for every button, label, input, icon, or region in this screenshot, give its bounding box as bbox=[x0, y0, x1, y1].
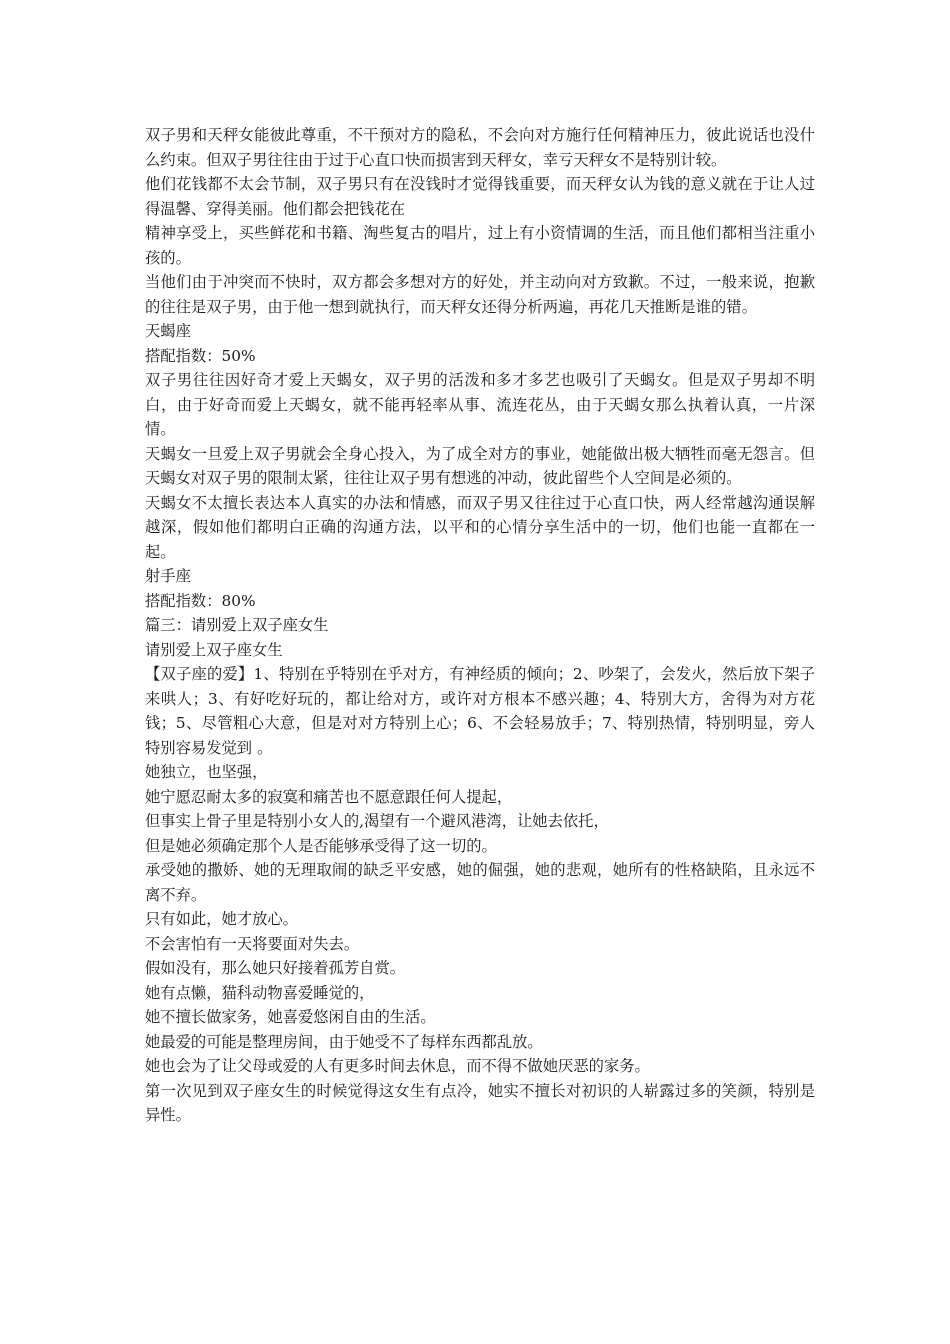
paragraph: 承受她的撒娇、她的无理取闹的缺乏平安感，她的倔强，她的悲观，她所有的性格缺陷，且永远不离不弃。 bbox=[145, 861, 815, 904]
paragraph: 他们花钱都不太会节制，双子男只有在没钱时才觉得钱重要，而天秤女认为钱的意义就在于让人过得温馨、穿得美丽。他们都会把钱花在 bbox=[145, 175, 815, 218]
paragraph: 她宁愿忍耐太多的寂寞和痛苦也不愿意跟任何人提起， bbox=[145, 787, 513, 806]
paragraph: 天蝎女一旦爱上双子男就会全身心投入，为了成全对方的事业，她能做出极大牺牲而毫无怨言。但天蝎女对双子男的限制太紧，往往让双子男有想逃的冲动，彼此留些个人空间是必须的。 bbox=[145, 444, 815, 487]
paragraph: 但是她必须确定那个人是否能够承受得了这一切的。 bbox=[145, 836, 497, 855]
paragraph: 她独立，也坚强， bbox=[145, 763, 268, 781]
paragraph: 她也会为了让父母或爱的人有更多时间去休息，而不得不做她厌恶的家务。 bbox=[145, 1057, 650, 1075]
match-index: 搭配指数：80% bbox=[145, 591, 256, 610]
paragraph: 第一次见到双子座女生的时候觉得这女生有点冷，她实不擅长对初识的人崭露过多的笑颜，特别是异性。 bbox=[145, 1081, 815, 1124]
chapter-heading: 篇三：请别爱上双子座女生 bbox=[145, 616, 329, 634]
section-heading-sagittarius: 射手座 bbox=[145, 567, 191, 585]
paragraph: 精神享受上，买些鲜花和书籍、淘些复古的唱片，过上有小资情调的生活，而且他们都相当注重小孩的。 bbox=[145, 224, 815, 267]
paragraph: 假如没有，那么她只好接着孤芳自赏。 bbox=[145, 959, 406, 977]
paragraph: 天蝎女不太擅长表达本人真实的办法和情感，而双子男又往往过于心直口快，两人经常越沟通误解越深，假如他们都明白正确的沟通方法，以平和的心情分享生活中的一切，他们也能一直都在一起。 bbox=[145, 493, 815, 561]
paragraph: 她不擅长做家务，她喜爱悠闲自由的生活。 bbox=[145, 1008, 436, 1026]
paragraph: 她最爱的可能是整理房间，由于她受不了每样东西都乱放。 bbox=[145, 1032, 543, 1051]
paragraph: 双子男和天秤女能彼此尊重，不干预对方的隐私，不会向对方施行任何精神压力，彼此说话也没什么约束。但双子男往往由于过于心直口快而损害到天秤女，幸亏天秤女不是特别计较。 bbox=[145, 126, 815, 169]
match-index: 搭配指数：50% bbox=[145, 346, 256, 365]
paragraph: 她有点懒，猫科动物喜爱睡觉的， bbox=[145, 983, 375, 1002]
document-page bbox=[145, 123, 815, 1128]
paragraph: 当他们由于冲突而不快时，双方都会多想对方的好处，并主动向对方致歉。不过，一般来说，抱歉的往往是双子男，由于他一想到就执行，而天秤女还得分析两遍，再花几天推断是谁的错。 bbox=[145, 273, 815, 316]
paragraph: 不会害怕有一天将要面对失去。 bbox=[145, 934, 360, 953]
section-heading-scorpio: 天蝎座 bbox=[145, 322, 191, 340]
paragraph: 【双子座的爱】1、特别在乎特别在乎对方，有神经质的倾向；2、吵架了，会发火，然后放下架子来哄人；3、有好吃好玩的，都让给对方，或许对方根本不感兴趣；4、特别大方，舍得为对方花钱；5、尽管粗心大意，但是对对方特别上心；6、不会轻易放手；7、特别热情，特别明显，旁人特别容易发觉到 。 bbox=[145, 665, 815, 757]
paragraph: 双子男往往因好奇才爱上天蝎女，双子男的活泼和多才多艺也吸引了天蝎女。但是双子男却不明白，由于好奇而爱上天蝎女，就不能再轻率从事、流连花丛，由于天蝎女那么执着认真，一片深情。 bbox=[145, 371, 815, 438]
paragraph: 只有如此，她才放心。 bbox=[145, 910, 298, 928]
article-title: 请别爱上双子座女生 bbox=[145, 640, 283, 659]
paragraph: 但事实上骨子里是特别小女人的,渴望有一个避风港湾，让她去依托， bbox=[145, 812, 609, 830]
